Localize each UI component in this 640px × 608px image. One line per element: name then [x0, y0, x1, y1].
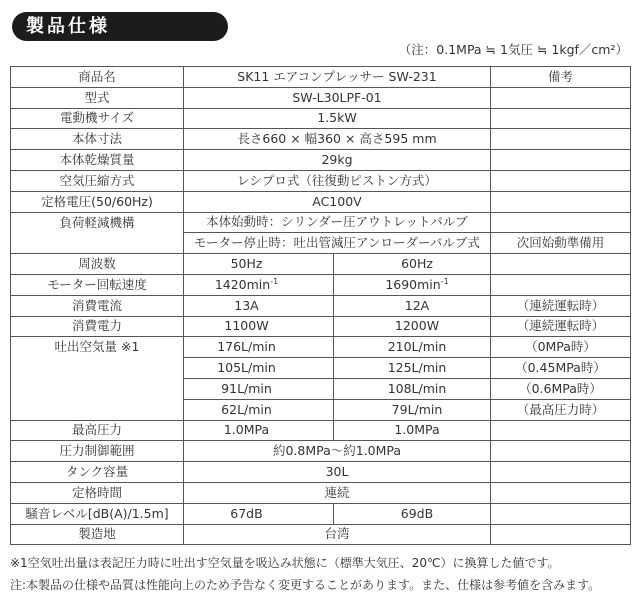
value-max-pressure-50hz: 1.0MPa — [184, 420, 334, 441]
label-rated-voltage: 定格電圧(50/60Hz) — [11, 191, 184, 212]
value-pressure-range: 約0.8MPa〜約1.0MPa — [184, 441, 491, 462]
value-motor-speed-50hz — [184, 274, 334, 295]
value-dry-weight: 29kg — [184, 150, 491, 171]
value-current-60hz: 12A — [334, 295, 491, 316]
value-load-reduction-stop: モーター停止時：吐出管減圧アンローダーバルブ式 — [184, 233, 491, 254]
remarks-cell-empty — [491, 254, 631, 275]
value-noise-level-60hz: 69dB — [334, 503, 491, 524]
label-frequency: 周波数 — [11, 254, 184, 275]
value-tank-capacity: 30L — [184, 462, 491, 483]
section-title: 製品仕様 — [26, 16, 110, 37]
remarks-cell-empty — [491, 524, 631, 545]
unit-exponent: -1 — [440, 276, 449, 286]
remarks-cell-empty — [491, 170, 631, 191]
row-motor-speed — [11, 274, 631, 295]
remarks-cell-empty — [491, 150, 631, 171]
value-air-delivery-50hz: 91L/min — [184, 378, 334, 399]
value-air-delivery-60hz: 125L/min — [334, 358, 491, 379]
remarks-cell-empty — [491, 191, 631, 212]
remark-air-delivery: （0.6MPa時） — [491, 378, 631, 399]
row-motor-size — [11, 108, 631, 129]
remark-load-reduction-stop: 次回始動準備用 — [491, 233, 631, 254]
row-origin — [11, 524, 631, 545]
remarks-cell-empty — [491, 441, 631, 462]
value-air-delivery-60hz: 79L/min — [334, 399, 491, 420]
value-power-50hz: 1100W — [184, 316, 334, 337]
row-load-reduction-startup — [11, 212, 631, 233]
value-frequency-60hz: 60Hz — [334, 254, 491, 275]
remark-power: （連続運転時） — [491, 316, 631, 337]
value-current-50hz: 13A — [184, 295, 334, 316]
value-air-delivery-50hz: 176L/min — [184, 337, 334, 358]
remark-air-delivery: （最高圧力時） — [491, 399, 631, 420]
value-air-delivery-50hz: 62L/min — [184, 399, 334, 420]
label-motor-size: 電動機サイズ — [11, 108, 184, 129]
remarks-cell-empty — [491, 108, 631, 129]
value-air-delivery-50hz: 105L/min — [184, 358, 334, 379]
remarks-cell-empty — [491, 87, 631, 108]
unit-note: （注：0.1MPa ≒ 1気圧 ≒ 1kgf／cm²） — [398, 42, 628, 57]
value-frequency-50hz: 50Hz — [184, 254, 334, 275]
remarks-cell-empty — [491, 212, 631, 233]
footnote-air-delivery: ※1空気吐出量は表記圧力時に吐出す空気量を吸込み状態に（標準大気圧、20℃）に換算した値です。 — [10, 556, 560, 570]
label-power: 消費電力 — [11, 316, 184, 337]
motor-speed-60hz-number: 1690min — [385, 276, 441, 292]
row-power — [11, 316, 631, 337]
row-noise-level — [11, 503, 631, 524]
row-product-name — [11, 67, 631, 88]
value-dimensions: 長さ660 × 幅360 × 高さ595 mm — [184, 129, 491, 150]
value-load-reduction-startup: 本体始動時：シリンダー圧アウトレットバルブ — [184, 212, 491, 233]
remarks-cell-empty — [491, 482, 631, 503]
value-compression-method: レシプロ式（往復動ピストン方式） — [184, 170, 491, 191]
value-model: SW-L30LPF-01 — [184, 87, 491, 108]
label-load-reduction: 負荷軽減機構 — [11, 212, 184, 254]
row-dimensions — [11, 129, 631, 150]
value-rated-time: 連続 — [184, 482, 491, 503]
label-dimensions: 本体寸法 — [11, 129, 184, 150]
label-model: 型式 — [11, 87, 184, 108]
remark-air-delivery: （0.45MPa時） — [491, 358, 631, 379]
footnote-disclaimer: 注:本製品の仕様や品質は性能向上のため予告なく変更することがあります。また、仕様は参考値を含みます。 — [10, 578, 601, 592]
label-dry-weight: 本体乾燥質量 — [11, 150, 184, 171]
label-pressure-range: 圧力制御範囲 — [11, 441, 184, 462]
value-noise-level-50hz: 67dB — [184, 503, 334, 524]
remark-current: （連続運転時） — [491, 295, 631, 316]
row-frequency — [11, 254, 631, 275]
label-compression-method: 空気圧縮方式 — [11, 170, 184, 191]
label-air-delivery: 吐出空気量 ※1 — [11, 337, 184, 420]
remarks-cell-empty — [491, 129, 631, 150]
row-max-pressure — [11, 420, 631, 441]
label-noise-level: 騒音レベル[dB(A)/1.5m] — [11, 503, 184, 524]
unit-exponent: -1 — [270, 276, 279, 286]
remarks-cell-empty — [491, 420, 631, 441]
label-tank-capacity: タンク容量 — [11, 462, 184, 483]
value-air-delivery-60hz: 210L/min — [334, 337, 491, 358]
row-current — [11, 295, 631, 316]
row-pressure-range — [11, 441, 631, 462]
row-dry-weight — [11, 150, 631, 171]
remarks-cell-empty — [491, 503, 631, 524]
row-model — [11, 87, 631, 108]
value-motor-speed-60hz — [334, 274, 491, 295]
label-origin: 製造地 — [11, 524, 184, 545]
row-tank-capacity — [11, 462, 631, 483]
value-air-delivery-60hz: 108L/min — [334, 378, 491, 399]
remarks-cell-empty — [491, 462, 631, 483]
value-product-name: SK11 エアコンプレッサー SW-231 — [184, 67, 491, 88]
row-rated-time — [11, 482, 631, 503]
label-current: 消費電流 — [11, 295, 184, 316]
value-max-pressure-60hz: 1.0MPa — [334, 420, 491, 441]
value-rated-voltage: AC100V — [184, 191, 491, 212]
remarks-header: 備考 — [491, 67, 631, 88]
value-motor-size: 1.5kW — [184, 108, 491, 129]
label-product-name: 商品名 — [11, 67, 184, 88]
section-title-badge — [12, 12, 228, 41]
remarks-cell-empty — [491, 274, 631, 295]
motor-speed-50hz-number: 1420min — [214, 276, 271, 292]
label-max-pressure: 最高圧力 — [11, 420, 184, 441]
spec-table — [10, 66, 631, 545]
value-origin: 台湾 — [184, 524, 491, 545]
label-motor-speed: モーター回転速度 — [11, 274, 184, 295]
row-air-delivery-0 — [11, 337, 631, 358]
row-compression-method — [11, 170, 631, 191]
remark-air-delivery: （0MPa時） — [491, 337, 631, 358]
value-power-60hz: 1200W — [334, 316, 491, 337]
row-rated-voltage — [11, 191, 631, 212]
label-rated-time: 定格時間 — [11, 482, 184, 503]
